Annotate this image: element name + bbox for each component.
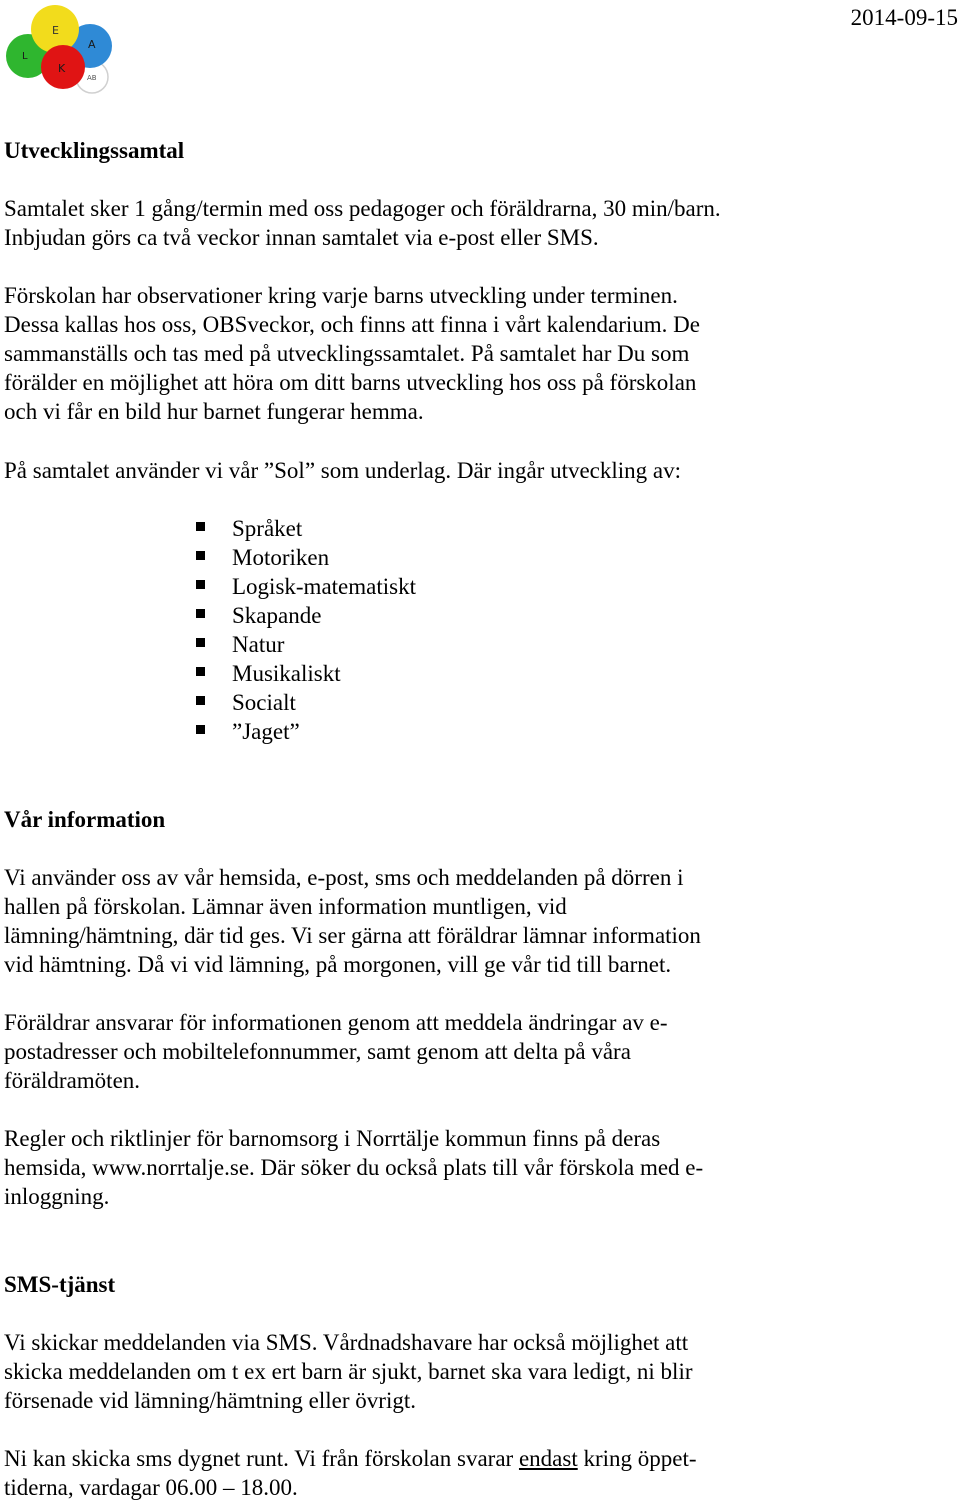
paragraph-line: På samtalet använder vi vår ”Sol” som underlag. Där ingår utveckling av:: [4, 458, 682, 483]
paragraph-line: vid hämtning. Då vi vid lämning, på morgonen, vill ge vår tid till barnet.: [4, 952, 672, 977]
paragraph-line: lämning/hämtning, där tid ges. Vi ser gärna att föräldrar lämnar information: [4, 923, 701, 948]
paragraph-line: föräldramöten.: [4, 1068, 141, 1093]
text-span: Ni kan skicka sms dygnet runt. Vi från förskolan svarar: [4, 1446, 519, 1471]
logo-letter-e: E: [52, 24, 59, 37]
paragraph-line: förälder en möjlighet att höra om ditt barns utveckling hos oss på förskolan: [4, 370, 697, 395]
paragraph-line: Dessa kallas hos oss, OBSveckor, och finns att finna i vårt kalendarium. De: [4, 312, 700, 337]
list-item: Språket: [232, 516, 303, 541]
preschool-logo: [4, 2, 116, 94]
paragraph-line: [4, 1444, 697, 1473]
paragraph-line: skicka meddelanden om t ex ert barn är sjukt, barnet ska vara ledigt, ni blir: [4, 1359, 693, 1384]
logo-letter-a: A: [88, 38, 96, 51]
bullet-icon: [196, 696, 205, 705]
document-date: 2014-09-15: [850, 5, 958, 30]
bullet-icon: [196, 522, 205, 531]
list-item: Musikaliskt: [232, 661, 341, 686]
bullet-icon: [196, 725, 205, 734]
paragraph-line: Samtalet sker 1 gång/termin med oss pedagoger och föräldrarna, 30 min/barn.: [4, 196, 721, 221]
heading-utvecklingssamtal: Utvecklingssamtal: [4, 138, 185, 163]
paragraph-line: Inbjudan görs ca två veckor innan samtalet via e-post eller SMS.: [4, 225, 599, 250]
paragraph-line: sammanställs och tas med på utvecklingssamtalet. På samtalet har Du som: [4, 341, 690, 366]
bullet-icon: [196, 667, 205, 676]
paragraph-line: Regler och riktlinjer för barnomsorg i Norrtälje kommun finns på deras: [4, 1126, 661, 1151]
list-item: Skapande: [232, 603, 322, 628]
bullet-icon: [196, 580, 205, 589]
logo-letter-l: L: [22, 51, 28, 62]
paragraph-line: Föräldrar ansvarar för informationen genom att meddela ändringar av e-: [4, 1010, 668, 1035]
underlined-word: endast: [518, 1446, 578, 1471]
logo-letter-ab: AB: [87, 74, 97, 82]
bullet-icon: [196, 638, 205, 647]
text-span: kring öppet-: [577, 1446, 697, 1471]
list-item: Socialt: [232, 690, 296, 715]
paragraph-line: Förskolan har observationer kring varje barns utveckling under terminen.: [4, 283, 678, 308]
paragraph-line: Vi använder oss av vår hemsida, e-post, sms och meddelanden på dörren i: [4, 865, 684, 890]
paragraph-line: tiderna, vardagar 06.00 – 18.00.: [4, 1475, 298, 1500]
list-item: Natur: [232, 632, 285, 657]
paragraph-line: hemsida, www.norrtalje.se. Där söker du också plats till vår förskola med e-: [4, 1155, 704, 1180]
list-item: Motoriken: [232, 545, 330, 570]
bullet-icon: [196, 551, 205, 560]
paragraph-line: postadresser och mobiltelefonnummer, samt genom att delta på våra: [4, 1039, 631, 1064]
heading-var-information: Vår information: [4, 807, 166, 832]
paragraph-line: inloggning.: [4, 1184, 110, 1209]
list-item: ”Jaget”: [232, 719, 300, 744]
list-item: Logisk-matematiskt: [232, 574, 416, 599]
logo-letter-k: K: [58, 62, 66, 75]
bullet-icon: [196, 609, 205, 618]
paragraph-line: Vi skickar meddelanden via SMS. Vårdnadshavare har också möjlighet att: [4, 1330, 689, 1355]
paragraph-line: hallen på förskolan. Lämnar även information muntligen, vid: [4, 894, 567, 919]
paragraph-line: och vi får en bild hur barnet fungerar hemma.: [4, 399, 424, 424]
paragraph-line: försenade vid lämning/hämtning eller övrigt.: [4, 1388, 416, 1413]
heading-sms-tjanst: SMS-tjänst: [4, 1272, 116, 1297]
